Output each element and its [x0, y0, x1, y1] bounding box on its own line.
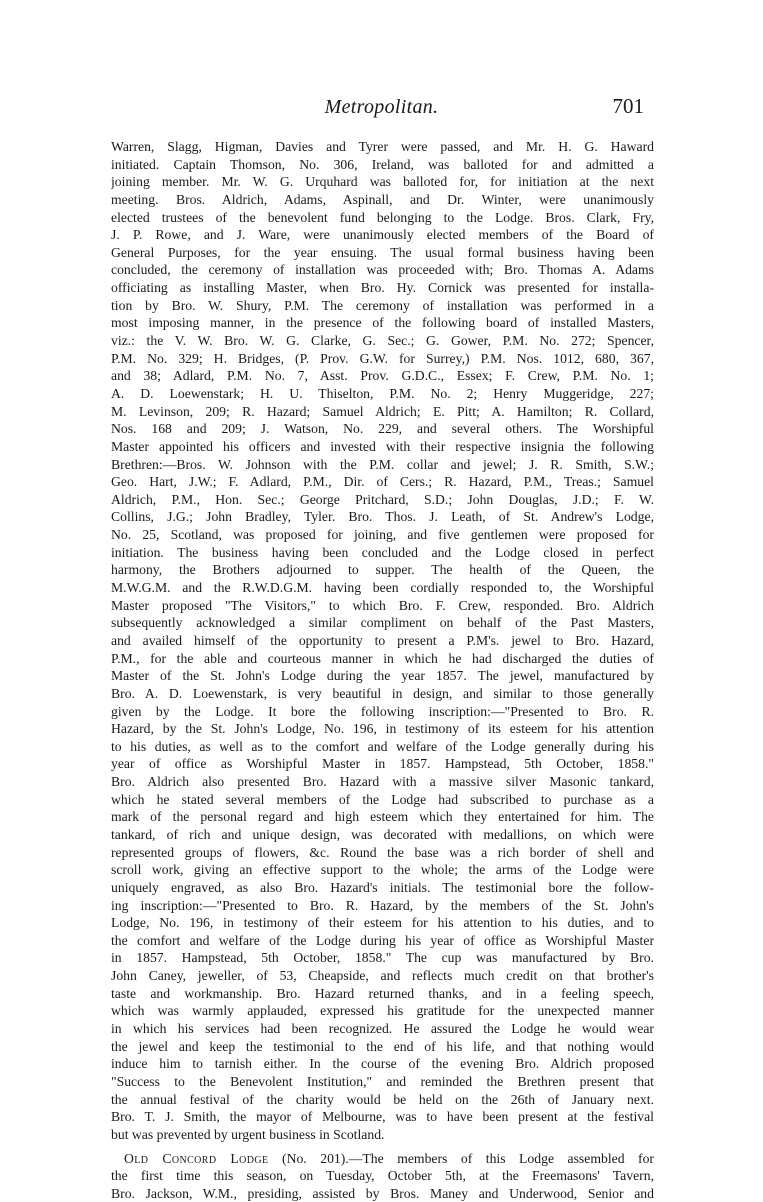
text-line: viz.: the V. W. Bro. W. G. Clarke, G. Sec.; G. Gower, P.M. No. 272; Spencer,	[111, 333, 654, 349]
text-line: represented groups of flowers, &c. Round the base was a rich border of shell and	[111, 844, 654, 860]
text-line: uniquely engraved, as also Bro. Hazard's initials. The testimonial bore the follow-	[111, 879, 654, 895]
text-line: Brethren:—Bros. W. Johnson with the P.M. collar and jewel; J. R. Smith, S.W.;	[111, 456, 654, 472]
text-line: Bro. A. D. Loewenstark, is very beautiful in design, and similar to those generally	[111, 685, 654, 701]
page-number: 701	[612, 94, 644, 118]
text-line: M. Levinson, 209; R. Hazard; Samuel Aldrich; E. Pitt; A. Hamilton; R. Collard,	[111, 403, 654, 419]
text-line: initiation. The business having been concluded and the Lodge closed in perfect	[111, 544, 654, 560]
text-line: Geo. Hart, J.W.; F. Adlard, P.M., Dir. of Cers.; R. Hazard, P.M., Treas.; Samuel	[111, 474, 654, 490]
text-line: the comfort and welfare of the Lodge during his year of office as Worshipful Master	[111, 932, 654, 948]
text-line: "Success to the Benevolent Institution," and reminded the Brethren present that	[111, 1073, 654, 1089]
text-line: which he stated several members of the Lodge had subscribed to purchase as a	[111, 791, 654, 807]
text-line: initiated. Captain Thomson, No. 306, Ireland, was balloted for and admitted a	[111, 156, 654, 172]
text-line	[111, 1150, 654, 1168]
text-line: joining member. Mr. W. G. Urquhard was balloted for, for initiation at the next	[111, 174, 654, 190]
text-line: subsequently acknowledged a similar compliment on behalf of the Past Masters,	[111, 615, 654, 631]
running-head: Metropolitan.	[324, 96, 439, 118]
text-line: tion by Bro. W. Shury, P.M. The ceremony of installation was performed in a	[111, 297, 654, 313]
text-line: officiating as installing Master, when Bro. Hy. Cornick was presented for installa-	[111, 280, 654, 296]
text-line: A. D. Loewenstark; H. U. Thiselton, P.M. No. 2; Henry Muggeridge, 227;	[111, 385, 654, 401]
text-line: Master of the St. John's Lodge during the year 1857. The jewel, manufactured by	[111, 668, 654, 684]
text-line: and availed himself of the opportunity to present a P.M's. jewel to Bro. Hazard,	[111, 632, 654, 648]
text-line: the jewel and keep the testimonial to the end of his life, and that nothing would	[111, 1038, 654, 1054]
text-line: Hazard, by the St. John's Lodge, No. 196, in testimony of its esteem for his attention	[111, 721, 654, 737]
text-line: mark of the personal regard and high esteem which they entertained for him. The	[111, 809, 654, 825]
paragraph-old-concord-lodge	[111, 1150, 654, 1202]
page-header	[109, 96, 654, 126]
text-line: concluded, the ceremony of installation was proceeded with; Bro. Thomas A. Adams	[111, 262, 654, 278]
text-line: meeting. Bros. Aldrich, Adams, Aspinall, and Dr. Winter, were unanimously	[111, 191, 654, 207]
text-line-rest: (No. 201).—The members of this Lodge assembled for	[268, 1150, 654, 1166]
text-line: but was prevented by urgent business in Scotland.	[111, 1126, 385, 1142]
text-line: elected trustees of the benevolent fund belonging to the Lodge. Bros. Clark, Fry,	[111, 209, 654, 225]
article-body	[111, 138, 654, 1202]
text-line: in 1857. Hampstead, 5th October, 1858." The cup was manufactured by Bro.	[111, 950, 654, 966]
text-line: harmony, the Brothers adjourned to supper. The health of the Queen, the	[111, 562, 654, 578]
text-line: taste and workmanship. Bro. Hazard returned thanks, and in a feeling speech,	[111, 985, 654, 1001]
text-line: J. P. Rowe, and J. Ware, were unanimously elected members of the Board of	[111, 227, 654, 243]
text-line: tankard, of rich and unique design, was decorated with medallions, on which were	[111, 826, 654, 842]
text-line: Collins, J.G.; John Bradley, Tyler. Bro. Thos. J. Leath, of St. Andrew's Lodge,	[111, 509, 654, 525]
text-line: Master appointed his officers and invested with their respective insignia the following	[111, 438, 654, 454]
paragraph-lodge-installation	[111, 138, 654, 1144]
text-line: ing inscription:—"Presented to Bro. R. Hazard, by the members of the St. John's	[111, 897, 654, 913]
text-line: Master proposed "The Visitors," to which Bro. F. Crew, responded. Bro. Aldrich	[111, 597, 654, 613]
text-line: given by the Lodge. It bore the following inscription:—"Presented to Bro. R.	[111, 703, 654, 719]
text-line: Aldrich, P.M., Hon. Sec.; George Pritchard, S.D.; John Douglas, J.D.; F. W.	[111, 491, 654, 507]
text-line: scroll work, giving an effective support to the whole; the arms of the Lodge were	[111, 862, 654, 878]
text-line: the annual festival of the charity would be held on the 26th of January next.	[111, 1091, 654, 1107]
text-line: General Purposes, for the year ensuing. The usual formal business having been	[111, 244, 654, 260]
text-line: in which his services had been recognized. He assured the Lodge he would wear	[111, 1021, 654, 1037]
text-line: and 38; Adlard, P.M. No. 7, Asst. Prov. G.D.C., Essex; F. Crew, P.M. No. 1;	[111, 368, 654, 384]
text-line: Lodge, No. 196, in testimony of their esteem for his attention to his duties, and to	[111, 915, 654, 931]
text-line: the first time this season, on Tuesday, October 5th, at the Freemasons' Tavern,	[111, 1168, 654, 1184]
text-line: Bro. Aldrich also presented Bro. Hazard with a massive silver Masonic tankard,	[111, 774, 654, 790]
text-line: to his duties, as well as to the comfort and welfare of the Lodge generally during his	[111, 738, 654, 754]
text-line: which was warmly applauded, expressed his gratitude for the unexpected manner	[111, 1003, 654, 1019]
text-line: P.M., for the able and courteous manner in which he had discharged the duties of	[111, 650, 654, 666]
text-line: Bro. T. J. Smith, the mayor of Melbourne, was to have been present at the festival	[111, 1109, 654, 1125]
text-line: Bro. Jackson, W.M., presiding, assisted by Bros. Maney and Underwood, Senior and	[111, 1185, 654, 1201]
lodge-name: Old Concord Lodge	[124, 1150, 269, 1166]
text-line: No. 25, Scotland, was proposed for joining, and five gentlemen were proposed for	[111, 527, 654, 543]
text-line: Warren, Slagg, Higman, Davies and Tyrer were passed, and Mr. H. G. Haward	[111, 139, 654, 154]
text-line: Nos. 168 and 209; J. Watson, No. 229, and several others. The Worshipful	[111, 421, 654, 437]
text-line: induce him to tarnish either. In the course of the evening Bro. Aldrich proposed	[111, 1056, 654, 1072]
text-line: P.M. No. 329; H. Bridges, (P. Prov. G.W. for Surrey,) P.M. Nos. 1012, 680, 367,	[111, 350, 654, 366]
text-line: most imposing manner, in the presence of the following board of installed Masters,	[111, 315, 654, 331]
text-line: John Caney, jeweller, of 53, Cheapside, and reflects much credit on that brother's	[111, 968, 654, 984]
text-line: M.W.G.M. and the R.W.D.G.M. having been cordially responded to, the Worshipful	[111, 580, 654, 596]
text-line: year of office as Worshipful Master in 1857. Hampstead, 5th October, 1858."	[111, 756, 654, 772]
